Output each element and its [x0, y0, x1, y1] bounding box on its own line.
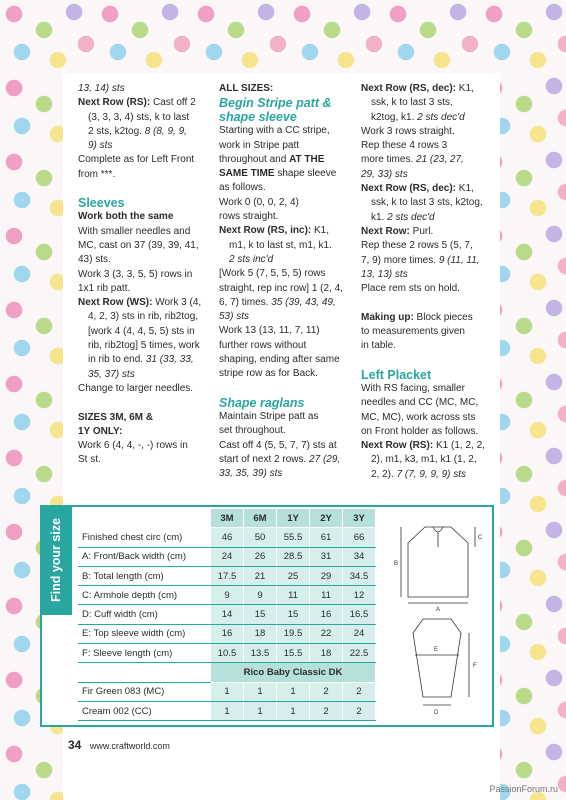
tab-label: Find your size [49, 517, 63, 603]
text-part: k2tog, k1. [371, 111, 418, 123]
text-line: Maintain Stripe patt as [219, 410, 319, 422]
row-text: Block pieces [413, 311, 473, 323]
column-1 [78, 82, 208, 468]
text-line: 43) sts. [78, 254, 111, 266]
text-line: Work 0 (0, 0, 2, 4) [219, 196, 299, 208]
size-header: 3Y [343, 509, 376, 528]
text-part: shape sleeve [274, 168, 337, 180]
text-line: in table. [361, 340, 397, 352]
table-cell: 34.5 [343, 566, 376, 585]
text-line: 9) sts [88, 140, 113, 152]
sleeves-heading: Sleeves [78, 196, 125, 211]
text-line: to measurements given [361, 326, 465, 338]
table-cell: 1 [211, 701, 244, 720]
row-label: Next Row (RS, inc): [219, 225, 312, 237]
text-line: [Work 5 (7, 5, 5, 5) rows [219, 268, 326, 280]
label-a: A [436, 607, 441, 613]
text-line: With RS facing, smaller [361, 382, 465, 394]
yarn-header: Rico Baby Classic DK [211, 663, 376, 682]
text-line: Work both the same [78, 211, 174, 223]
row-label: Next Row: [361, 225, 410, 237]
table-cell: 22.5 [343, 644, 376, 663]
table-row [78, 605, 376, 624]
row-label: C: Armhole depth (cm) [78, 586, 211, 605]
text-line [361, 254, 496, 268]
text-line [361, 468, 496, 482]
text-line: rows straight. [219, 211, 279, 223]
text-line: 29, 33) sts [361, 168, 408, 180]
text-line: Rep these 2 rows 5 (5, 7, [361, 240, 473, 252]
row-label: B: Total length (cm) [78, 566, 211, 585]
table-cell: 10.5 [211, 644, 244, 663]
row-label: Making up: [361, 311, 414, 323]
text-line: further rows without [219, 339, 307, 351]
text-line: work in Stripe patt [219, 139, 300, 151]
website-link[interactable]: www.craftworld.com [89, 741, 170, 751]
text-line: rib, rib2tog] 5 times, work [88, 340, 200, 352]
placket-heading: Left Placket [361, 367, 432, 382]
table-cell: 19.5 [277, 624, 310, 643]
table-cell: 12 [343, 586, 376, 605]
watermark: PassionForum.ru [489, 784, 558, 794]
text-line: ssk, k to last 3 sts, k2tog, [371, 197, 483, 209]
header-spacer [78, 509, 211, 528]
table-cell: 2 [310, 682, 343, 701]
text-part: 2 sts, k2tog. [88, 125, 145, 137]
table-cell: 25 [277, 566, 310, 585]
table-cell: 11 [277, 586, 310, 605]
label-e: E [434, 647, 439, 653]
text-line [78, 96, 208, 110]
text-line: 13, 14) sts [78, 83, 125, 94]
table-row [78, 701, 376, 720]
text-line [361, 211, 496, 225]
row-label: Next Row (WS): [78, 297, 153, 309]
row-label: A: Front/Back width (cm) [78, 547, 211, 566]
text-line: shaping, ending after same [219, 354, 340, 366]
header-row [78, 509, 376, 528]
table-cell: 11 [310, 586, 343, 605]
row-label: Fir Green 083 (MC) [78, 682, 211, 701]
stitch-count: 27 (29, [309, 453, 341, 465]
row-text: Cast off 2 [150, 97, 196, 109]
text-line: m1, k to last st, m1, k1. [229, 239, 332, 251]
find-your-size-tab [40, 505, 72, 615]
text-line [78, 296, 208, 310]
text-line: MC, cast on 37 (39, 39, 41, [78, 239, 199, 251]
row-label: F: Sleeve length (cm) [78, 644, 211, 663]
table-cell: 1 [244, 682, 277, 701]
stripe-heading: shape sleeve [219, 110, 297, 125]
text-line: straight, rep inc row] 1 (2, 4, [219, 282, 343, 294]
row-label: E: Top sleeve width (cm) [78, 624, 211, 643]
table-cell: 2 [343, 682, 376, 701]
text-line [361, 111, 496, 125]
stitch-count: 7 (7, 9, 9, 9) sts [396, 468, 467, 480]
table-cell: 9 [211, 586, 244, 605]
text-line: 4, 2, 3) sts in rib, rib2tog, [88, 311, 199, 323]
text-line [361, 311, 496, 325]
row-text: K1, [456, 83, 474, 94]
row-label: Next Row (RS, dec): [361, 83, 457, 94]
row-label: Next Row (RS, dec): [361, 183, 457, 195]
text-line [78, 353, 208, 367]
text-line: as follows. [219, 182, 266, 194]
text-part: k1. [371, 211, 388, 223]
table-row [78, 624, 376, 643]
table-cell: 1 [211, 682, 244, 701]
text-part: 2, 2). [371, 468, 397, 480]
table-cell: 55.5 [277, 528, 310, 547]
text-line [219, 167, 354, 181]
text-line: Change to larger needles. [78, 382, 194, 394]
row-text: K1, [311, 225, 330, 237]
table-cell: 9 [244, 586, 277, 605]
text-line: 53) sts [219, 311, 250, 323]
footer [68, 738, 170, 752]
stitch-count: 31 (33, 33, [145, 354, 194, 366]
row-label: D: Cuff width (cm) [78, 605, 211, 624]
text-line: Place rem sts on hold. [361, 283, 460, 295]
table-cell: 29 [310, 566, 343, 585]
size-table [78, 508, 376, 721]
size-header: 2Y [310, 509, 343, 528]
text-line: from ***. [78, 168, 116, 180]
text-line: 13, 13) sts [361, 268, 408, 280]
stripe-heading: Begin Stripe patt & [219, 96, 332, 111]
text-line: Complete as for Left Front [78, 154, 195, 166]
text-line: 2), m1, k3, m1, k1 (1, 2, [371, 454, 477, 466]
size-header: 1Y [277, 509, 310, 528]
row-label: Next Row (RS): [78, 97, 151, 109]
table-cell: 15 [244, 605, 277, 624]
text-line [361, 439, 496, 453]
table-cell: 15.5 [277, 644, 310, 663]
size-header: 6M [244, 509, 277, 528]
text-line [361, 225, 496, 239]
text-part: AT THE [289, 153, 325, 165]
table-cell: 16.5 [343, 605, 376, 624]
table-row [78, 547, 376, 566]
row-label: Finished chest circ (cm) [78, 528, 211, 547]
stitch-count: 21 (23, 27, [416, 154, 464, 166]
text-line: Work 6 (4, 4, -, -) rows in [78, 440, 188, 452]
neckline [433, 527, 443, 532]
text-line [219, 296, 354, 310]
stitch-count: 2 sts dec'd [417, 111, 465, 123]
stitch-count: 8 (8, 9, 9, [144, 125, 187, 137]
table-cell: 66 [343, 528, 376, 547]
table-cell: 34 [343, 547, 376, 566]
table-cell: 2 [343, 701, 376, 720]
size-header: 3M [211, 509, 244, 528]
text-line: on Front holder as follows. [361, 425, 479, 437]
text-line: Starting with a CC stripe, [219, 125, 330, 137]
table-cell: 1 [277, 682, 310, 701]
text-line [219, 224, 354, 238]
table-cell: 46 [211, 528, 244, 547]
text-part: in rib to end. [88, 354, 146, 366]
column-3 [361, 82, 496, 482]
row-text: K1 (1, 2, 2, [433, 440, 485, 452]
text-line [219, 453, 354, 467]
table-row [78, 644, 376, 663]
text-line: With smaller needles and [78, 225, 191, 237]
text-line: Cast off 4 (5, 5, 7, 7) sts at [219, 439, 337, 451]
page-number: 34 [68, 738, 82, 752]
text-line: 2 sts inc'd [229, 253, 274, 265]
text-part: SAME TIME [219, 168, 275, 180]
table-cell: 21 [244, 566, 277, 585]
sleeve-outline [413, 619, 461, 697]
table-cell: 1 [277, 701, 310, 720]
table-cell: 26 [244, 547, 277, 566]
sizes-label: 1Y ONLY: [78, 425, 123, 437]
text-line: St st. [78, 454, 101, 466]
table-cell: 16 [310, 605, 343, 624]
label-d: D [434, 710, 439, 716]
text-line: Work 3 rows straight. [361, 125, 455, 137]
text-part: start of next 2 rows. [219, 453, 310, 465]
row-text: K1, [456, 183, 474, 195]
table-cell: 15 [277, 605, 310, 624]
row-text: Purl. [409, 225, 434, 237]
table-cell: 13.5 [244, 644, 277, 663]
label-c: C [478, 535, 483, 541]
text-part: 6, 7) times. [219, 296, 272, 308]
text-part: throughout and [219, 153, 290, 165]
yarn-header-row [78, 663, 376, 682]
text-line: needles and CC (MC, MC, [361, 397, 479, 409]
stitch-count: 9 (11, 11, [438, 254, 480, 266]
stitch-count: 35 (39, 43, 49, [271, 296, 336, 308]
table-cell: 16 [211, 624, 244, 643]
text-line: MC, MC), work across sts [361, 411, 476, 423]
column-2 [219, 82, 354, 481]
text-line: Work 13 (13, 11, 7, 11) [219, 325, 320, 337]
text-line: 33, 35, 39) sts [219, 468, 283, 480]
header-spacer [78, 663, 211, 682]
stitch-count: 2 sts dec'd [387, 211, 435, 223]
all-sizes-label: ALL SIZES: [219, 83, 274, 94]
text-line [219, 153, 354, 167]
table-row [78, 586, 376, 605]
label-b: B [394, 561, 399, 567]
table-cell: 2 [310, 701, 343, 720]
table-cell: 61 [310, 528, 343, 547]
table-cell: 24 [211, 547, 244, 566]
label-f: F [473, 663, 477, 669]
text-part: more times. [361, 154, 417, 166]
row-label: Next Row (RS): [361, 440, 434, 452]
table-cell: 18 [310, 644, 343, 663]
schematic-diagrams [393, 515, 489, 720]
row-label: Cream 002 (CC) [78, 701, 211, 720]
table-row [78, 528, 376, 547]
text-line: 35, 37) sts [88, 368, 135, 380]
text-line: [work 4 (4, 4, 5, 5) sts in [88, 325, 195, 337]
table-cell: 17.5 [211, 566, 244, 585]
sizes-label: SIZES 3M, 6M & [78, 411, 154, 423]
table-cell: 1 [244, 701, 277, 720]
table-cell: 22 [310, 624, 343, 643]
text-line: set throughout. [219, 425, 286, 437]
text-line: ssk, k to last 3 sts, [371, 97, 453, 109]
table-cell: 18 [244, 624, 277, 643]
text-line: Work 3 (3, 3, 5, 5) rows in [78, 268, 193, 280]
table-cell: 50 [244, 528, 277, 547]
table-cell: 28.5 [277, 547, 310, 566]
text-line: (3, 3, 3, 4) sts, k to last [88, 111, 190, 123]
text-line: 1x1 rib patt. [78, 282, 131, 294]
table-cell: 24 [343, 624, 376, 643]
table-row [78, 566, 376, 585]
text-line [361, 82, 496, 96]
text-line: stripe row as for Back. [219, 368, 318, 380]
table-cell: 31 [310, 547, 343, 566]
table-cell: 14 [211, 605, 244, 624]
text-line: Rep these 4 rows 3 [361, 140, 448, 152]
body-schematic [401, 527, 475, 705]
text-line [361, 182, 496, 196]
text-part: 7, 9) more times. [361, 254, 439, 266]
text-line [361, 153, 496, 167]
text-line [78, 125, 208, 139]
row-text: Work 3 (4, [152, 297, 202, 309]
table-row [78, 682, 376, 701]
raglan-heading: Shape raglans [219, 395, 305, 410]
